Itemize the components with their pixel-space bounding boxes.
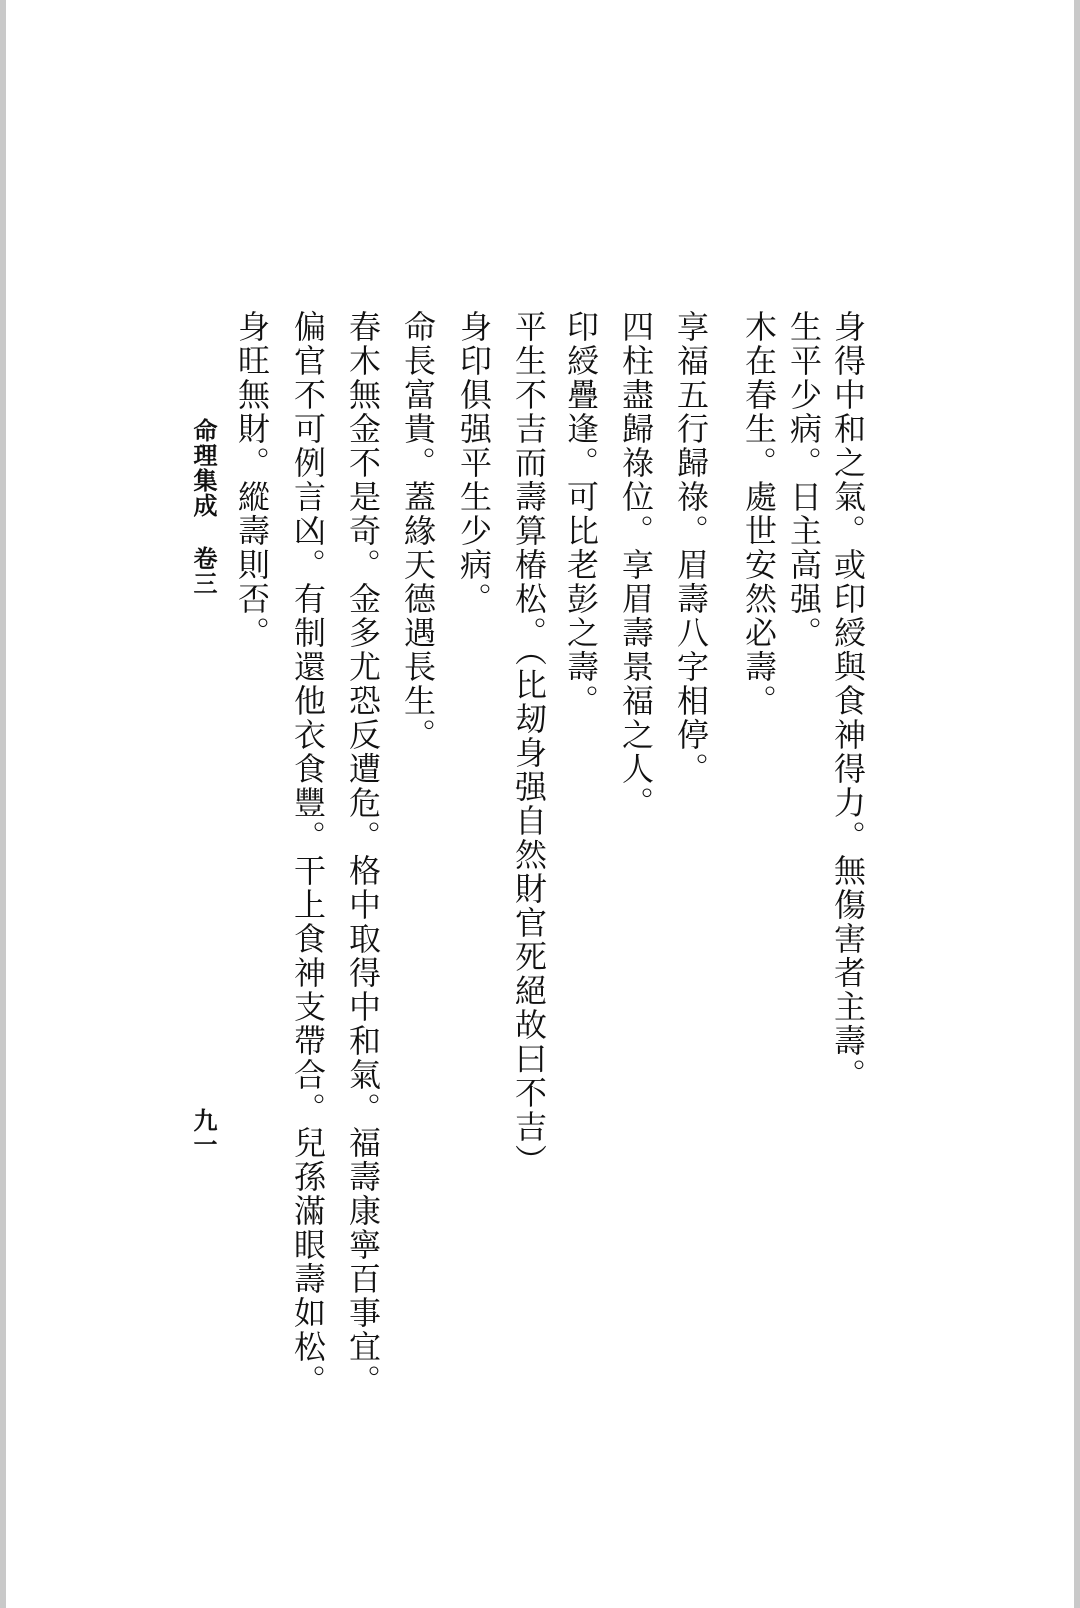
text-column-5: 四柱盡歸祿位。享眉壽景福之人。 xyxy=(617,310,655,820)
text-column-9: 命長富貴。蓋緣天德遇長生。 xyxy=(399,310,437,752)
text-column-8: 身印俱强平生少病。 xyxy=(455,310,493,616)
viewer-right-border xyxy=(1074,0,1080,1608)
text-column-12: 身旺無財。縱壽則否。 xyxy=(233,310,271,650)
text-column-10: 春木無金不是奇。金多尤恐反遭危。格中取得中和氣。福壽康寧百事宜。 xyxy=(344,310,382,1398)
text-column-4: 享福五行歸祿。眉壽八字相停。 xyxy=(672,310,710,786)
book-page xyxy=(6,0,1074,1608)
book-title: 命理集成 xyxy=(189,418,218,518)
text-column-1: 身得中和之氣。或印綬與食神得力。無傷害者主壽。 xyxy=(829,310,867,1092)
text-column-7: 平生不吉而壽算椿松。（比刼身强自然財官死絕故曰不吉） xyxy=(510,310,548,1178)
text-column-2: 生平少病。日主高强。 xyxy=(785,310,823,650)
volume-label: 卷三 xyxy=(189,546,218,596)
text-column-11: 偏官不可例言凶。有制還他衣食豐。干上食神支帶合。兒孫滿眼壽如松。 xyxy=(289,310,327,1398)
running-header xyxy=(186,418,221,596)
page-number: 九一 xyxy=(189,1108,218,1156)
text-column-3: 木在春生。處世安然必壽。 xyxy=(740,310,778,718)
text-column-6: 印綬疊逢。可比老彭之壽。 xyxy=(562,310,600,718)
